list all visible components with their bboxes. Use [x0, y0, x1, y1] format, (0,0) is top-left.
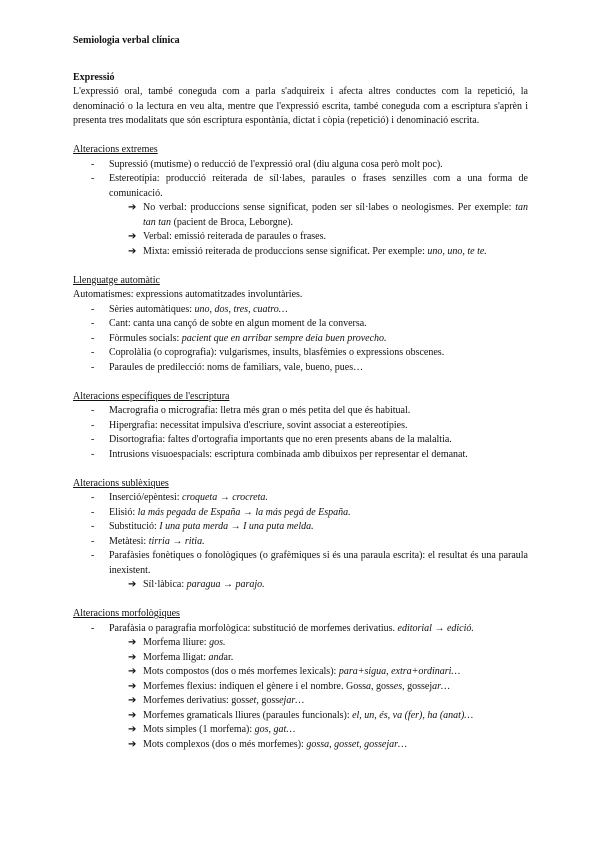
arrow-bullet: ➔: [128, 202, 137, 213]
dash-bullet: -: [91, 535, 95, 547]
list-item: - Macrografia o micrografia: lletra més gran o més petita del que és habitual.: [73, 404, 528, 419]
automatic-list: [73, 303, 528, 376]
list-item: ➔ Morfemes flexius: indiquen el gènere i el nombre. Gossa, gosses, gossejar…: [73, 680, 528, 695]
dash-bullet: -: [91, 347, 95, 358]
list-item: ➔ Morfema lliure: gos.: [73, 636, 528, 651]
dash-bullet: -: [91, 492, 95, 503]
list-item: - Disortografia: faltes d'ortografia importants que no eren presents abans de la malaltia.: [73, 433, 528, 448]
list-item: ➔ Verbal: emissió reiterada de paraules o frases.: [73, 230, 528, 245]
list-item: ➔ Mots compostos (dos o més morfemes lexicals): para+sigua, extra+ordinari…: [73, 665, 528, 680]
arrow-bullet: ➔: [128, 709, 137, 721]
list-item: - Metàtesi: tirria → ritia.: [73, 535, 528, 550]
dash-bullet: -: [91, 419, 95, 431]
list-item: - Inserció/epèntesi: croqueta → crocreta.: [73, 491, 528, 506]
section-heading-escriptura: Alteracions específiques de l'escriptura: [73, 390, 230, 402]
list-item: - Supressió (mutisme) o reducció de l'expressió oral (diu alguna cosa però molt poc).: [73, 158, 528, 173]
arrow-bullet: ➔: [128, 724, 137, 735]
sublexiques-list: [73, 491, 528, 578]
document-page: [73, 34, 528, 752]
list-item: - Coprolàlia (o coprografia): vulgarismes, insults, blasfèmies o expressions obscenes.: [73, 346, 528, 361]
section-heading-morfologiques: Alteracions morfològiques: [73, 608, 180, 619]
section-heading-automatic: Llenguatge automàtic: [73, 274, 160, 286]
list-item: ➔ Morfemes gramaticals lliures (paraules funcionals): el, un, és, va (fer), ha (anat)…: [73, 709, 528, 724]
dash-bullet: -: [91, 361, 95, 373]
arrow-bullet: ➔: [128, 695, 137, 706]
extremes-list: [73, 158, 528, 202]
list-item: ➔ Morfemes derivatius: gosset, gossejar…: [73, 694, 528, 709]
dash-bullet: -: [91, 332, 95, 344]
list-item: - Cant: canta una cançó de sobte en algun moment de la conversa.: [73, 317, 528, 332]
list-item: ➔ Síl·làbica: paragua → parajo.: [73, 578, 528, 593]
list-item: - Estereotípia: producció reiterada de síl·labes, paraules o frases senzilles com a una forma de comunicació.: [91, 173, 528, 199]
list-item: - Paraules de predilecció: noms de familiars, vale, bueno, pues…: [73, 361, 528, 376]
dash-bullet: -: [91, 506, 95, 518]
list-item: ➔ Mots simples (1 morfema): gos, gat…: [73, 723, 528, 738]
list-item: - Substitució: I una puta merda → I una puta melda.: [73, 520, 528, 535]
section-heading-extremes: Alteracions extremes: [73, 144, 158, 155]
dash-bullet: -: [91, 521, 95, 532]
dash-bullet: -: [91, 158, 95, 170]
arrow-bullet: ➔: [128, 738, 137, 750]
dash-bullet: -: [91, 622, 95, 634]
dash-bullet: -: [91, 405, 95, 416]
list-item: - Fòrmules socials: pacient que en arribar sempre deia buen provecho.: [73, 332, 528, 347]
list-item: - Sèries automàtiques: uno, dos, tres, cuatro…: [73, 303, 528, 318]
list-item: ➔ Mixta: emissió reiterada de produccions sense significat. Per exemple: uno, uno, te te.: [73, 245, 528, 260]
arrow-bullet: ➔: [128, 637, 137, 648]
section-heading-sublexiques: Alteracions sublèxiques: [73, 477, 169, 489]
arrow-bullet: ➔: [128, 666, 137, 677]
arrow-bullet: ➔: [128, 231, 137, 242]
list-item: ➔ Morfema lligat: andar.: [73, 651, 528, 666]
dash-bullet: -: [91, 550, 95, 561]
dash-bullet: -: [91, 303, 95, 315]
morfemes-sublist: [73, 636, 528, 752]
morfologiques-list: [73, 622, 528, 637]
list-item: ➔ Mots complexos (dos o més morfemes): gossa, gosset, gossejar…: [73, 738, 528, 753]
estereotipia-sublist: [73, 201, 528, 259]
dash-bullet: -: [91, 318, 95, 329]
list-item: - Elisió: la más pegada de España → la más pegá de España.: [73, 506, 528, 521]
arrow-bullet: ➔: [128, 651, 137, 663]
dash-bullet: -: [91, 448, 95, 460]
escriptura-list: [73, 404, 528, 462]
arrow-bullet: ➔: [128, 245, 137, 257]
document-title: Semiologia verbal clínica: [73, 35, 180, 46]
automatic-intro: Automatismes: expressions automatitzades involuntàries.: [73, 289, 303, 300]
arrow-bullet: ➔: [128, 579, 137, 590]
section-heading-expressio: Expressió: [73, 71, 115, 83]
expressio-paragraph: L'expressió oral, també coneguda com a parla s'adquireix i afecta altres conductes com la repetició, la denominació o la lectura en veu alta, mentre que l'expressió escrita, també coneguda com a escriptura s'aprèn i presenta tres modalitats que són escriptura espontània, dictat i còpia (repetició) i denominació escrita.: [73, 86, 528, 126]
list-item: - Intrusions visuoespacials: escriptura combinada amb dibuixos per representar el demanat.: [73, 448, 528, 463]
parafasies-sublist: [73, 578, 528, 593]
list-item: ➔ No verbal: produccions sense significat, poden ser síl·labes o neologismes. Per exemple: tan tan tan (pacient de Broca, Leborgne).: [128, 202, 528, 228]
list-item: - Hipergrafia: necessitat impulsiva d'escriure, sovint associat a estereotípies.: [73, 419, 528, 434]
list-item: - Parafàsia o paragrafia morfològica: substitució de morfemes derivatius. editorial → edició.: [73, 622, 528, 637]
dash-bullet: -: [91, 434, 95, 445]
list-item: - Parafàsies fonètiques o fonològiques (o grafèmiques si és una paraula escrita): el resultat és una paraula inexistent.: [91, 550, 528, 576]
dash-bullet: -: [91, 173, 95, 184]
arrow-bullet: ➔: [128, 680, 137, 692]
